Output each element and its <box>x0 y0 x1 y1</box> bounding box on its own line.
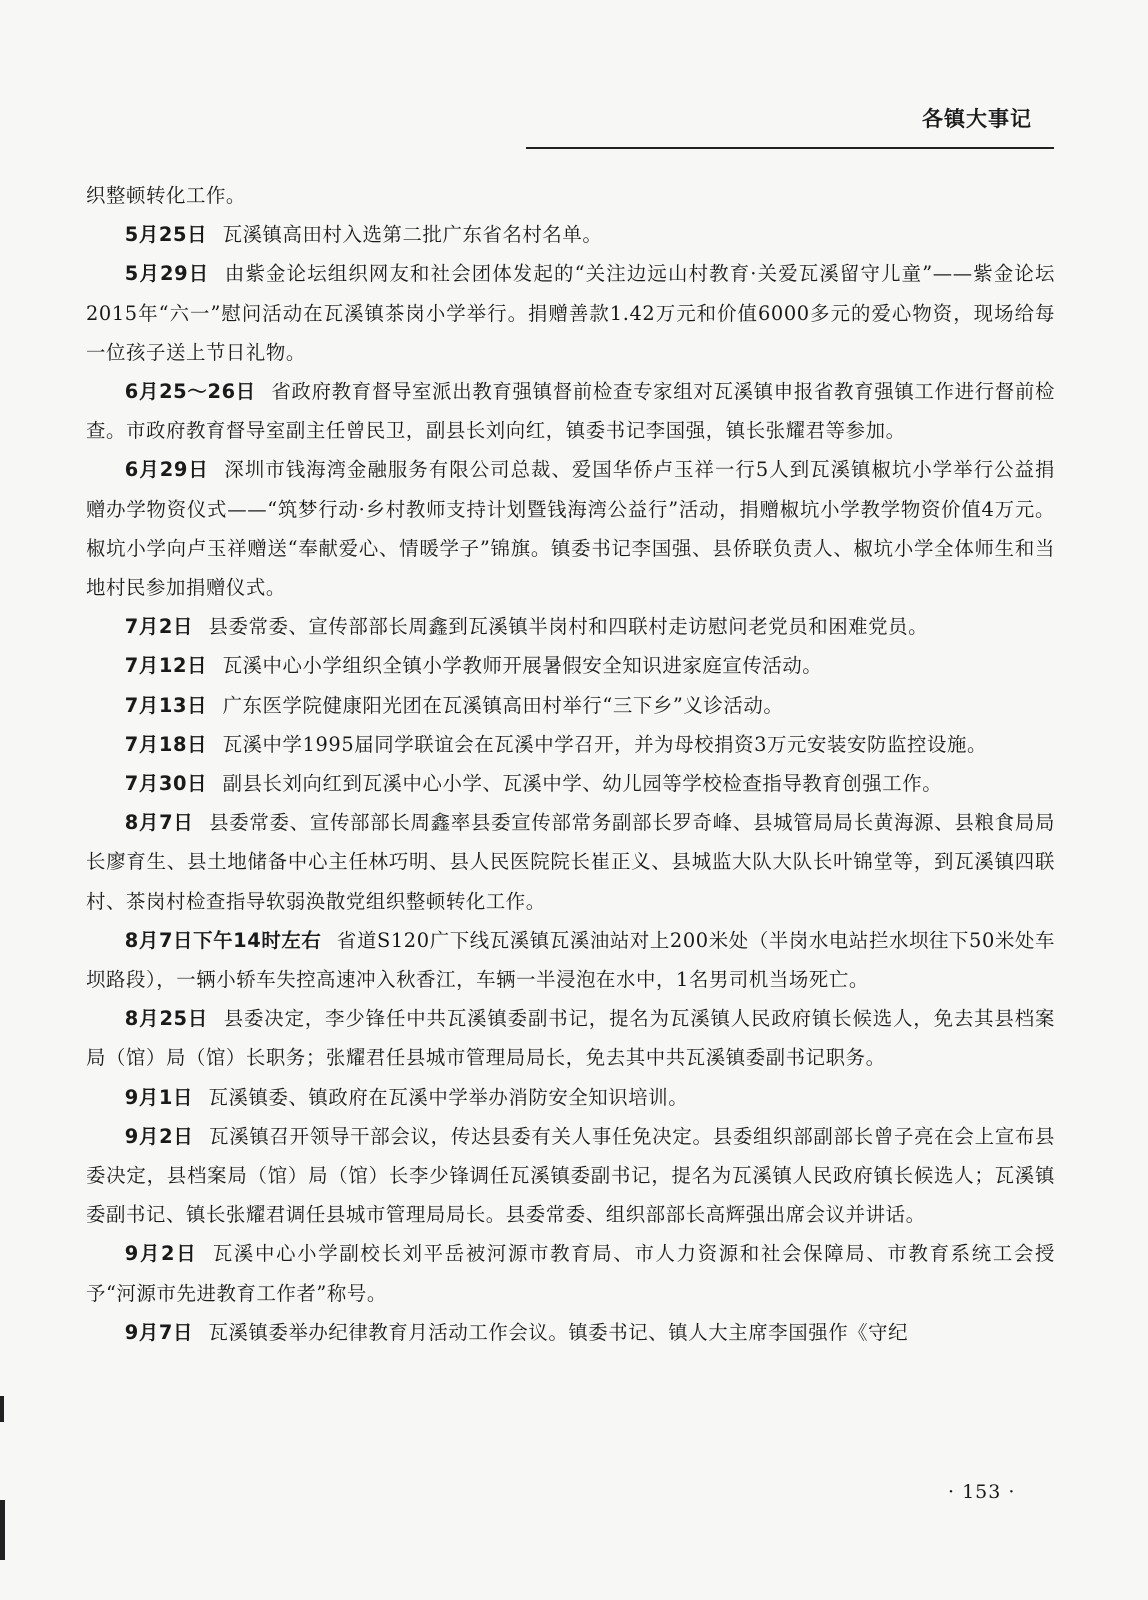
entry-date: 8月7日下午14时左右 <box>124 928 322 952</box>
entry-text: 副县长刘向红到瓦溪中心小学、瓦溪中学、幼儿园等学校检查指导教育创强工作。 <box>222 772 943 796</box>
continuation-paragraph: 织整顿转化工作。 <box>86 184 246 207</box>
entry-paragraph <box>86 764 1055 803</box>
entry-paragraph <box>86 1234 1055 1312</box>
entry-text: 省道S120广下线瓦溪镇瓦溪油站对上200米处（半岗水电站拦水坝往下50米处车坝路段），一辆小轿车失控高速冲入秋香江，车辆一半浸泡在水中，1名男司机当场死亡。 <box>86 928 1055 992</box>
entry-date: 7月12日 <box>124 654 208 678</box>
entry-text: 广东医学院健康阳光团在瓦溪镇高田村举行“三下乡”义诊活动。 <box>222 693 784 717</box>
entry-text: 瓦溪镇高田村入选第二批广东省名村名单。 <box>222 223 603 247</box>
entry-text: 瓦溪中学1995届同学联谊会在瓦溪中学召开，并为母校捐资3万元安装安防监控设施。 <box>222 732 987 756</box>
entry-date: 5月25日 <box>124 223 208 247</box>
entry-text: 瓦溪镇召开领导干部会议，传达县委有关人事任免决定。县委组织部副部长曾子亮在会上宣布县委决定，县档案局（馆）局（馆）长李少锋调任瓦溪镇委副书记，提名为瓦溪镇人民政府镇长候选人；瓦溪镇委副书记、镇长张耀君调任县城市管理局局长。县委常委、组织部部长高辉强出席会议并讲话。 <box>86 1124 1055 1227</box>
entry-text: 由紫金论坛组织网友和社会团体发起的“关注边远山村教育·关爱瓦溪留守儿童”——紫金论坛2015年“六一”慰问活动在瓦溪镇茶岗小学举行。捐赠善款1.42万元和价值6000多元的爱心物资，现场给每一位孩子送上节日礼物。 <box>86 262 1055 364</box>
entry-date: 9月7日 <box>124 1320 193 1344</box>
entry-paragraph <box>86 254 1055 372</box>
entry-text: 县委决定，李少锋任中共瓦溪镇委副书记，提名为瓦溪镇人民政府镇长候选人，免去其县档案局（馆）局（馆）长职务；张耀君任县城市管理局局长，免去其中共瓦溪镇委副书记职务。 <box>86 1007 1055 1070</box>
entry-text: 深圳市钱海湾金融服务有限公司总裁、爱国华侨卢玉祥一行5人到瓦溪镇椒坑小学举行公益捐赠办学物资仪式——“筑梦行动·乡村教师支持计划暨钱海湾公益行”活动，捐赠椒坑小学教学物资价值4万元。椒坑小学向卢玉祥赠送“奉献爱心、情暖学子”锦旗。镇委书记李国强、县侨联负责人、椒坑小学全体师生和当地村民参加捐赠仪式。 <box>86 458 1056 600</box>
entry-paragraph <box>86 1078 1055 1117</box>
entry-text: 瓦溪中心小学副校长刘平岳被河源市教育局、市人力资源和社会保障局、市教育系统工会授予“河源市先进教育工作者”称号。 <box>86 1242 1055 1305</box>
entry-text: 县委常委、宣传部部长周鑫率县委宣传部常务副部长罗奇峰、县城管局局长黄海源、县粮食局局长廖育生、县土地储备中心主任林巧明、县人民医院院长崔正义、县城监大队大队长叶锦堂等，到瓦溪镇四联村、茶岗村检查指导软弱涣散党组织整顿转化工作。 <box>86 811 1055 913</box>
entry-date: 7月18日 <box>124 732 208 756</box>
entry-paragraph <box>86 1117 1055 1235</box>
entry-date: 7月13日 <box>124 693 208 717</box>
entry-text: 瓦溪镇委举办纪律教育月活动工作会议。镇委书记、镇人大主席李国强作《守纪 <box>208 1320 909 1344</box>
entry-paragraph <box>86 215 1055 254</box>
entry-text: 瓦溪中心小学组织全镇小学教师开展暑假安全知识进家庭宣传活动。 <box>222 654 823 678</box>
entry-text: 县委常委、宣传部部长周鑫到瓦溪镇半岗村和四联村走访慰问老党员和困难党员。 <box>208 615 929 639</box>
entry-date: 9月2日 <box>124 1124 194 1148</box>
entry-paragraph <box>86 686 1055 725</box>
entry-date: 7月30日 <box>124 772 208 796</box>
section-title: 各镇大事记 <box>922 107 1032 131</box>
entry-paragraph <box>86 921 1055 999</box>
entry-date: 8月7日 <box>124 811 194 835</box>
entry-list <box>86 215 1055 1352</box>
page-body <box>86 176 1055 1352</box>
entry-text: 省政府教育督导室派出教育强镇督前检查专家组对瓦溪镇申报省教育强镇工作进行督前检查。市政府教育督导室副主任曾民卫，副县长刘向红，镇委书记李国强，镇长张耀君等参加。 <box>86 380 1055 443</box>
page-number: · 153 · <box>948 1481 1016 1503</box>
entry-date: 6月25～26日 <box>124 380 256 404</box>
header-rule <box>526 147 1054 149</box>
entry-date: 6月29日 <box>124 458 209 482</box>
entry-paragraph <box>86 725 1055 764</box>
scan-edge-mark <box>0 1500 5 1560</box>
entry-paragraph <box>86 450 1055 607</box>
entry-paragraph <box>86 1313 1055 1352</box>
entry-paragraph <box>86 607 1055 646</box>
entry-date: 8月25日 <box>124 1007 209 1031</box>
entry-paragraph <box>86 999 1055 1077</box>
entry-paragraph <box>86 372 1055 450</box>
scan-edge-mark <box>0 1396 4 1422</box>
entry-date: 9月2日 <box>124 1242 198 1266</box>
entry-date: 7月2日 <box>124 615 193 639</box>
entry-text: 瓦溪镇委、镇政府在瓦溪中学举办消防安全知识培训。 <box>208 1085 689 1109</box>
entry-date: 9月1日 <box>124 1085 193 1109</box>
entry-paragraph <box>86 646 1055 685</box>
entry-date: 5月29日 <box>124 262 210 286</box>
entry-paragraph <box>86 803 1055 921</box>
